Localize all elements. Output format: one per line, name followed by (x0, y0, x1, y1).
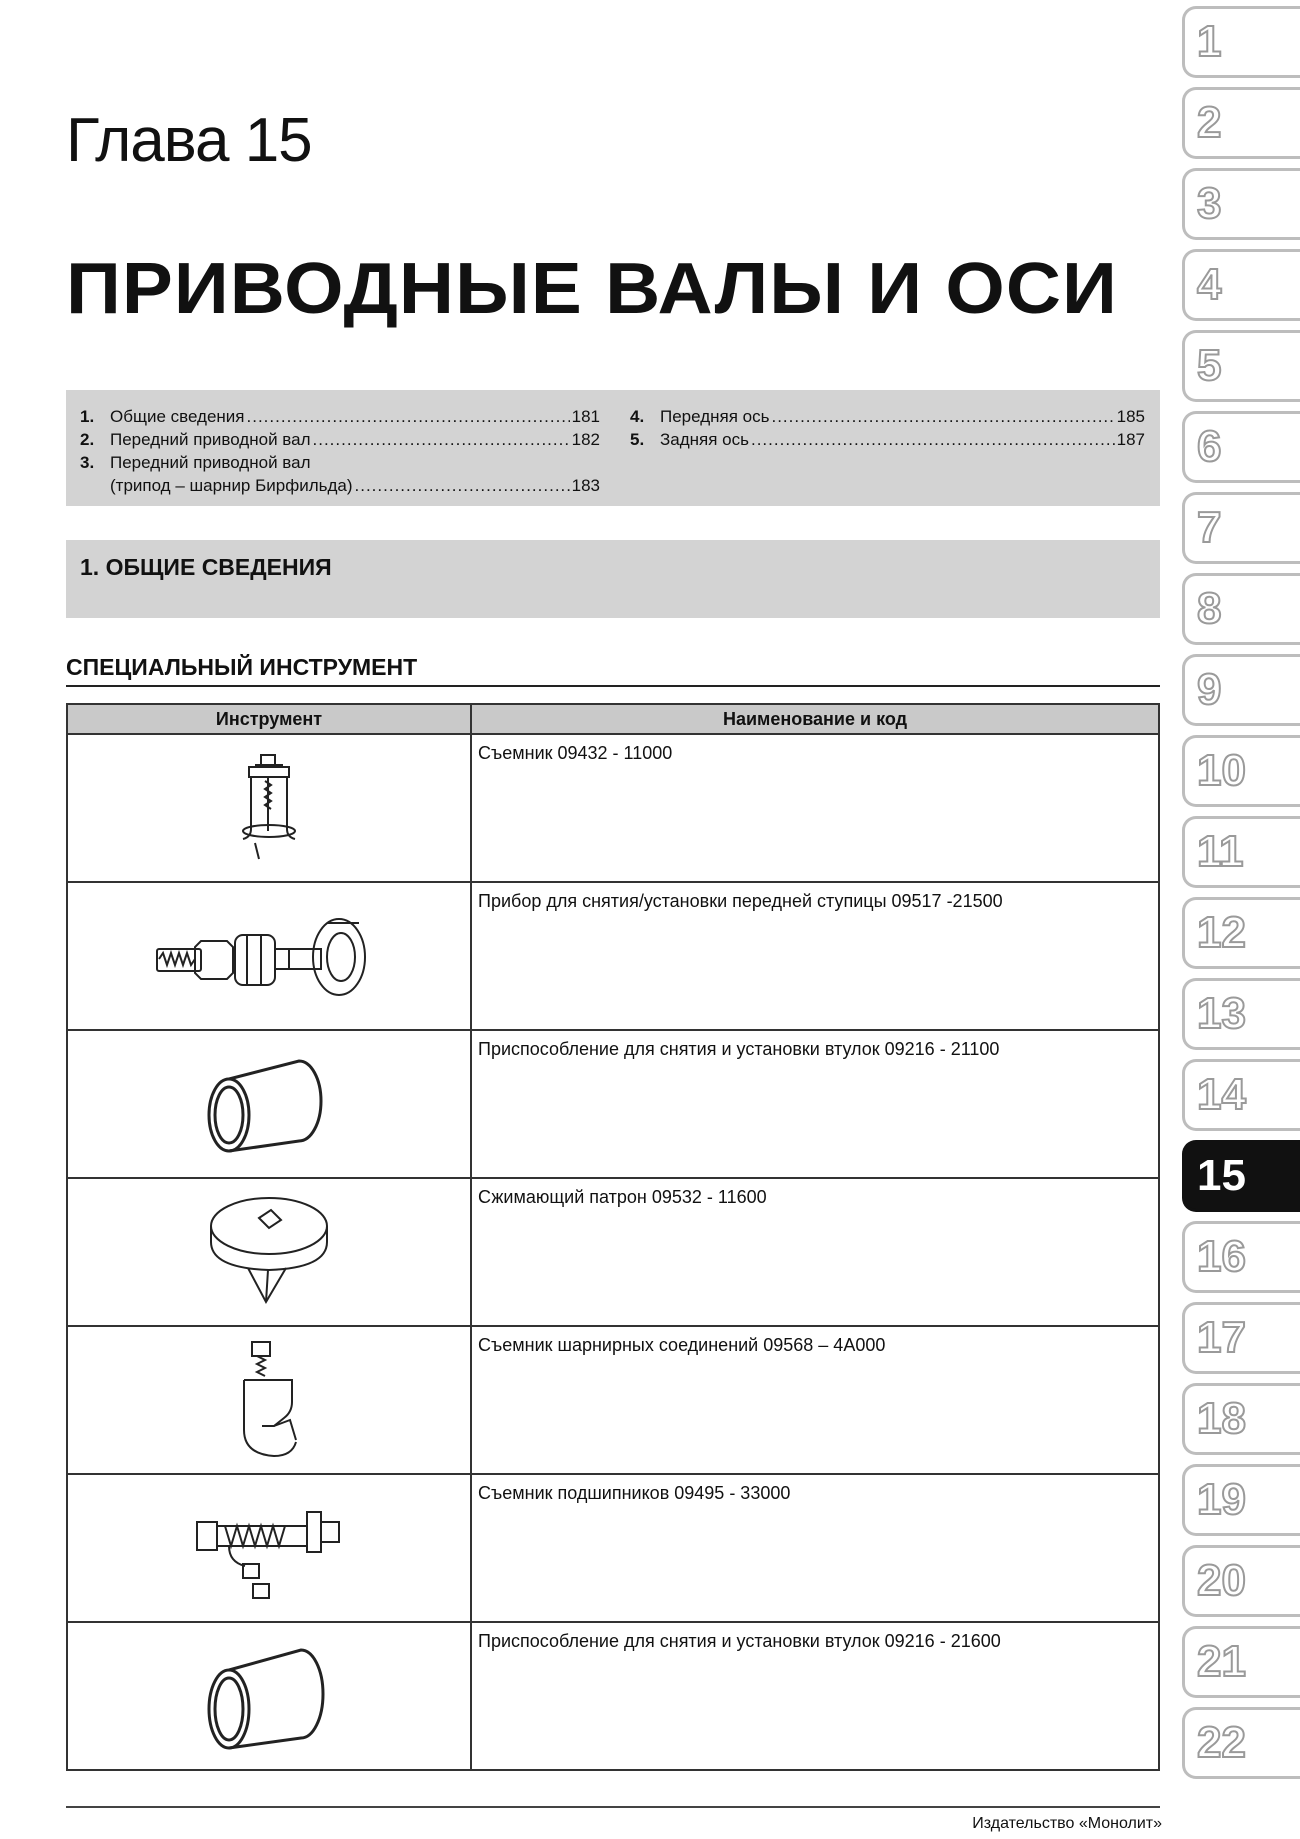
bearing-puller-icon (189, 1488, 349, 1608)
toc-item-page: 181 (571, 407, 600, 426)
tool-image-cell (67, 1474, 471, 1622)
chapter-tab-7[interactable] (1182, 492, 1300, 564)
toc-leader (771, 405, 1114, 428)
tool-description: Съемник 09432 - 11000 (478, 743, 673, 763)
chapter-tab-label: 1 (1197, 17, 1222, 66)
tool-description-cell (471, 1326, 1159, 1474)
toc-leader (247, 405, 570, 428)
tool-image-cell (67, 882, 471, 1030)
toc-item[interactable] (80, 428, 600, 451)
chapter-tab-2[interactable] (1182, 87, 1300, 159)
bushing-sleeve-icon (199, 1049, 339, 1159)
chapter-tab-label: 12 (1197, 908, 1246, 957)
toc-item-number: 1. (80, 407, 95, 426)
toc-item-page: 182 (571, 430, 600, 449)
toc-item[interactable] (630, 428, 1145, 451)
heading-divider (66, 685, 1160, 687)
toc-leader (355, 474, 570, 497)
tool-image-cell (67, 1326, 471, 1474)
chapter-tab-4[interactable] (1182, 249, 1300, 321)
chapter-tab-label: 13 (1197, 989, 1246, 1038)
chuck-icon (204, 1192, 334, 1312)
chapter-tab-9[interactable] (1182, 654, 1300, 726)
chapter-tab-label: 8 (1197, 584, 1222, 633)
chapter-tab-10[interactable] (1182, 735, 1300, 807)
toc-leader (313, 428, 570, 451)
chapter-tab-14[interactable] (1182, 1059, 1300, 1131)
toc-item-title: Передний приводной вал (110, 453, 311, 472)
chapter-tab-label: 5 (1197, 341, 1222, 390)
chapter-tab-label: 9 (1197, 665, 1222, 714)
tool-description-cell (471, 1474, 1159, 1622)
chapter-tab-label: 10 (1197, 746, 1246, 795)
chapter-tab-label: 2 (1197, 98, 1222, 147)
chapter-tab-label: 7 (1197, 503, 1222, 552)
toc-item-title: Передний приводной вал (110, 430, 311, 449)
chapter-tab-3[interactable] (1182, 168, 1300, 240)
chapter-tab-8[interactable] (1182, 573, 1300, 645)
toc-item-number: 4. (630, 407, 645, 426)
toc-item-page: 183 (571, 476, 600, 495)
toc-column-left (80, 405, 600, 497)
tool-image-cell (67, 1178, 471, 1326)
toc-item-title: Общие сведения (110, 407, 245, 426)
table-row (67, 1030, 1159, 1178)
toc-item-continuation[interactable] (80, 474, 600, 497)
toc-item-page: 185 (1116, 407, 1145, 426)
chapter-tab-label: 3 (1197, 179, 1222, 228)
tool-description: Съемник подшипников 09495 - 33000 (478, 1483, 791, 1503)
chapter-tab-label: 19 (1197, 1475, 1246, 1524)
tool-description-cell (471, 734, 1159, 882)
toc-item-title: Передняя ось (660, 407, 770, 426)
chapter-tab-label: 11 (1197, 827, 1244, 876)
chapter-tab-12[interactable] (1182, 897, 1300, 969)
column-header-tool: Инструмент (67, 704, 471, 734)
chapter-tab-22[interactable] (1182, 1707, 1300, 1779)
section-title: 1. ОБЩИЕ СВЕДЕНИЯ (80, 554, 332, 580)
chapter-tab-label: 22 (1197, 1718, 1246, 1767)
table-header-row (67, 704, 1159, 734)
table-row (67, 1326, 1159, 1474)
table-row (67, 734, 1159, 882)
chapter-tab-label: 6 (1197, 422, 1222, 471)
chapter-tab-label: 21 (1197, 1637, 1246, 1686)
toc-item-number: 2. (80, 430, 95, 449)
chapter-tab-1[interactable] (1182, 6, 1300, 78)
tool-description-cell (471, 1622, 1159, 1770)
chapter-label: Глава 15 (66, 106, 312, 175)
table-of-contents (66, 390, 1160, 506)
toc-item-page: 187 (1116, 430, 1145, 449)
ball-joint-puller-icon (224, 1340, 314, 1460)
chapter-tab-label: 4 (1197, 260, 1222, 309)
toc-item-number: 5. (630, 430, 645, 449)
chapter-tab-17[interactable] (1182, 1302, 1300, 1374)
chapter-tab-label: 18 (1197, 1394, 1246, 1443)
tool-description: Съемник шарнирных соединений 09568 – 4A000 (478, 1335, 886, 1355)
tool-description: Сжимающий патрон 09532 - 11600 (478, 1187, 767, 1207)
chapter-tab-21[interactable] (1182, 1626, 1300, 1698)
footer-divider (66, 1806, 1160, 1808)
table-row (67, 882, 1159, 1030)
toc-item-title-cont: (трипод – шарнир Бирфильда) (110, 476, 353, 495)
subsection-heading: СПЕЦИАЛЬНЫЙ ИНСТРУМЕНТ (66, 654, 418, 680)
chapter-tab-index (1176, 0, 1300, 1839)
tool-image-cell (67, 1622, 471, 1770)
toc-column-right (630, 405, 1145, 451)
toc-item[interactable] (80, 451, 600, 474)
tool-description-cell (471, 882, 1159, 1030)
toc-leader (751, 428, 1115, 451)
tool-description: Прибор для снятия/установки передней ступицы 09517 -21500 (478, 891, 1003, 911)
special-tools-table (66, 703, 1160, 1771)
table-row (67, 1474, 1159, 1622)
chapter-title: ПРИВОДНЫЕ ВАЛЫ И ОСИ (66, 249, 1118, 329)
chapter-tab-15[interactable] (1182, 1140, 1300, 1212)
toc-item[interactable] (630, 405, 1145, 428)
toc-item[interactable] (80, 405, 600, 428)
publisher-credit: Издательство «Монолит» (972, 1815, 1162, 1832)
chapter-tab-20[interactable] (1182, 1545, 1300, 1617)
section-header-bar (66, 540, 1160, 618)
tool-image-cell (67, 1030, 471, 1178)
chapter-tab-5[interactable] (1182, 330, 1300, 402)
column-header-name-code: Наименование и код (471, 704, 1159, 734)
chapter-tab-18[interactable] (1182, 1383, 1300, 1455)
tool-description: Приспособление для снятия и установки втулок 09216 - 21100 (478, 1039, 1000, 1059)
chapter-tab-16[interactable] (1182, 1221, 1300, 1293)
tool-description-cell (471, 1030, 1159, 1178)
chapter-tab-label: 15 (1197, 1151, 1246, 1200)
toc-item-number: 3. (80, 453, 95, 472)
chapter-tab-label: 17 (1197, 1313, 1246, 1362)
tool-description-cell (471, 1178, 1159, 1326)
chapter-tab-label: 16 (1197, 1232, 1246, 1281)
chapter-tab-label: 14 (1197, 1070, 1246, 1119)
chapter-tab-19[interactable] (1182, 1464, 1300, 1536)
toc-item-title: Задняя ось (660, 430, 749, 449)
chapter-tab-13[interactable] (1182, 978, 1300, 1050)
chapter-tab-11[interactable] (1182, 816, 1300, 888)
table-row (67, 1622, 1159, 1770)
chapter-tab-6[interactable] (1182, 411, 1300, 483)
tool-description: Приспособление для снятия и установки втулок 09216 - 21600 (478, 1631, 1001, 1651)
hub-tool-icon (149, 901, 389, 1011)
table-row (67, 1178, 1159, 1326)
puller-icon (229, 753, 309, 863)
tool-image-cell (67, 734, 471, 882)
chapter-tab-label: 20 (1197, 1556, 1246, 1605)
bushing-sleeve-icon (199, 1636, 339, 1756)
